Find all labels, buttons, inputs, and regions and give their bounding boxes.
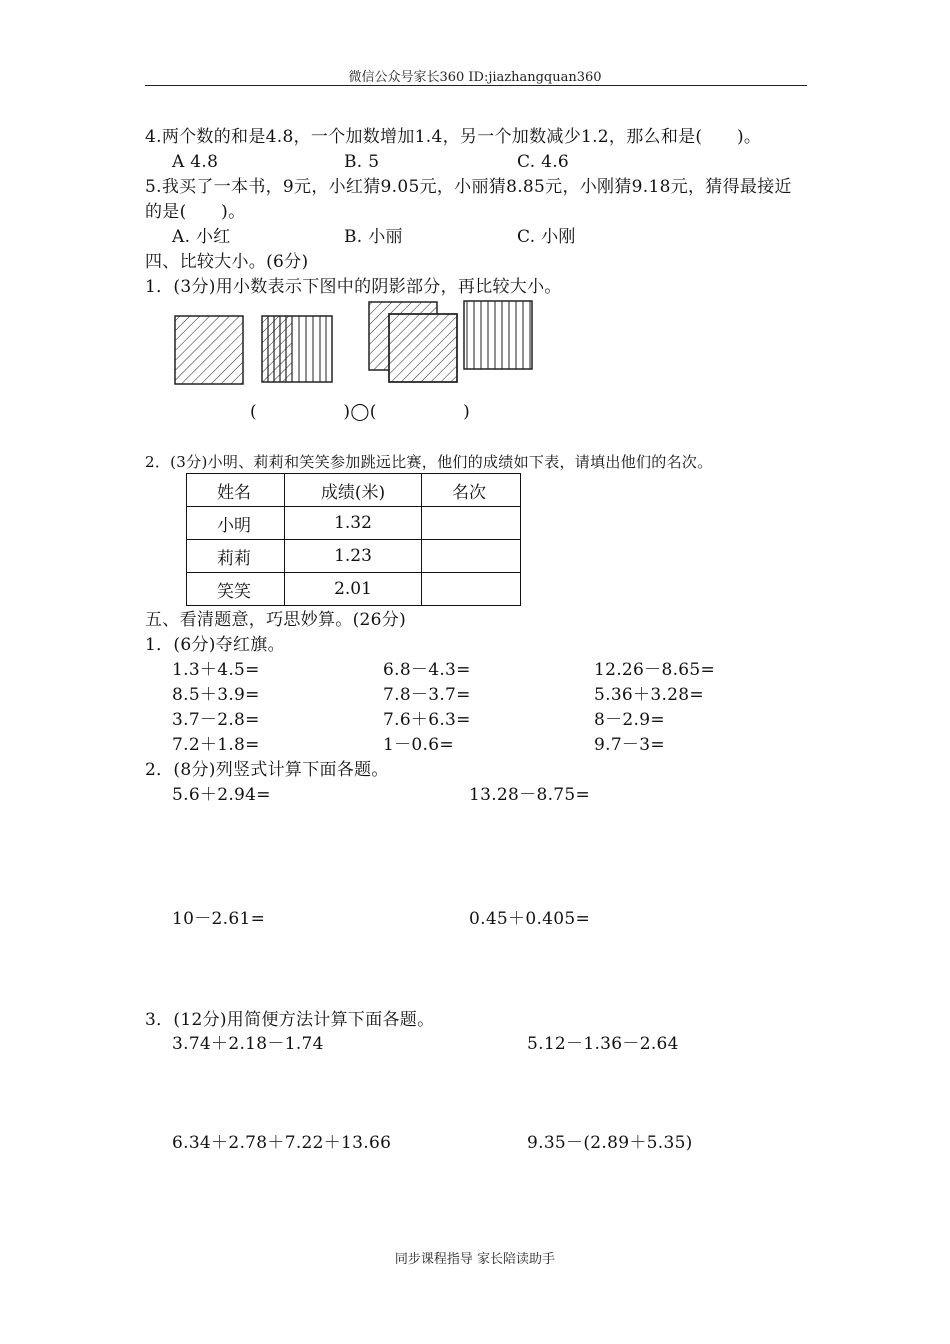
q4-option-a: A 4.8	[172, 152, 219, 172]
q2-item: 10－2.61=	[172, 909, 266, 929]
q4-option-c: C. 4.6	[517, 152, 570, 172]
table-cell-name: 小明	[187, 507, 285, 540]
table-row	[187, 507, 521, 540]
table-header-row	[187, 474, 521, 507]
q3-item: 9.35－(2.89＋5.35)	[527, 1133, 693, 1153]
section5-title: 五、看清题意，巧思妙算。(26分)	[145, 610, 406, 630]
table-cell-rank[interactable]	[422, 573, 521, 606]
figure-vertical-stripes	[464, 301, 532, 369]
section5-q3-title: 3．(12分)用简便方法计算下面各题。	[145, 1010, 435, 1030]
section4-title: 四、比较大小。(6分)	[145, 252, 309, 272]
table-cell-rank[interactable]	[422, 507, 521, 540]
figure-striped-square	[262, 316, 332, 382]
table-cell-score: 1.23	[285, 540, 422, 573]
q5-stem-line1: 5.我买了一本书，9元，小红猜9.05元，小丽猜8.85元，小刚猜9.18元，猜得最接近	[145, 177, 792, 197]
table-row	[187, 540, 521, 573]
q5-stem-line2: 的是( )。	[145, 202, 246, 222]
q1-col1-item: 3.7－2.8=	[172, 710, 260, 730]
table-cell-score: 1.32	[285, 507, 422, 540]
page-footer: 同步课程指导 家长陪读助手	[394, 1252, 556, 1267]
table-cell-rank[interactable]	[422, 540, 521, 573]
table-cell-score: 2.01	[285, 573, 422, 606]
header-rule	[145, 85, 807, 86]
q4-option-b: B. 5	[344, 152, 380, 172]
q1-col3-item: 5.36＋3.28=	[594, 685, 704, 705]
q1-col3-item: 8－2.9=	[594, 710, 665, 730]
table-header-score: 成绩(米)	[285, 474, 422, 507]
page-header: 微信公众号家长360 ID:jiazhangquan360	[348, 70, 602, 85]
q1-col3-item: 12.26－8.65=	[594, 660, 716, 680]
q1-col1-item: 7.2＋1.8=	[172, 735, 260, 755]
section5-q2-title: 2．(8分)列竖式计算下面各题。	[145, 760, 389, 780]
figure-full-square	[175, 316, 243, 384]
q1-col3-item: 9.7－3=	[594, 735, 665, 755]
q1-col2-item: 7.8－3.7=	[383, 685, 471, 705]
shaded-squares-figure	[170, 296, 550, 390]
q1-col2-item: 6.8－4.3=	[383, 660, 471, 680]
q2-item: 0.45＋0.405=	[469, 909, 591, 929]
q3-item: 5.12－1.36－2.64	[527, 1034, 679, 1054]
q5-option-a: A. 小红	[172, 227, 231, 247]
q3-item: 3.74＋2.18－1.74	[172, 1034, 324, 1054]
table-header-name: 姓名	[187, 474, 285, 507]
section4-q2: 2．(3分)小明、莉莉和笑笑参加跳远比赛，他们的成绩如下表，请填出他们的名次。	[145, 453, 713, 471]
q1-col1-item: 8.5＋3.9=	[172, 685, 260, 705]
q2-item: 5.6＋2.94=	[172, 785, 271, 805]
table-row	[187, 573, 521, 606]
q5-option-b: B. 小丽	[344, 227, 403, 247]
compare-answer-line: ( )◯( )	[250, 402, 471, 422]
section4-q1: 1．(3分)用小数表示下图中的阴影部分，再比较大小。	[145, 277, 562, 297]
table-cell-name: 笑笑	[187, 573, 285, 606]
q2-item: 13.28－8.75=	[469, 785, 591, 805]
section5-q1-title: 1．(6分)夺红旗。	[145, 635, 285, 655]
table-header-rank: 名次	[422, 474, 521, 507]
jump-score-table	[186, 473, 521, 606]
table-cell-name: 莉莉	[187, 540, 285, 573]
q5-option-c: C. 小刚	[517, 227, 576, 247]
q1-col2-item: 7.6＋6.3=	[383, 710, 471, 730]
q1-col2-item: 1－0.6=	[383, 735, 454, 755]
q1-col1-item: 1.3＋4.5=	[172, 660, 260, 680]
figure-overlapping-squares	[369, 302, 457, 382]
q4-stem: 4.两个数的和是4.8，一个加数增加1.4，另一个加数减少1.2，那么和是( )。	[145, 127, 762, 147]
q3-item: 6.34＋2.78＋7.22＋13.66	[172, 1133, 392, 1153]
